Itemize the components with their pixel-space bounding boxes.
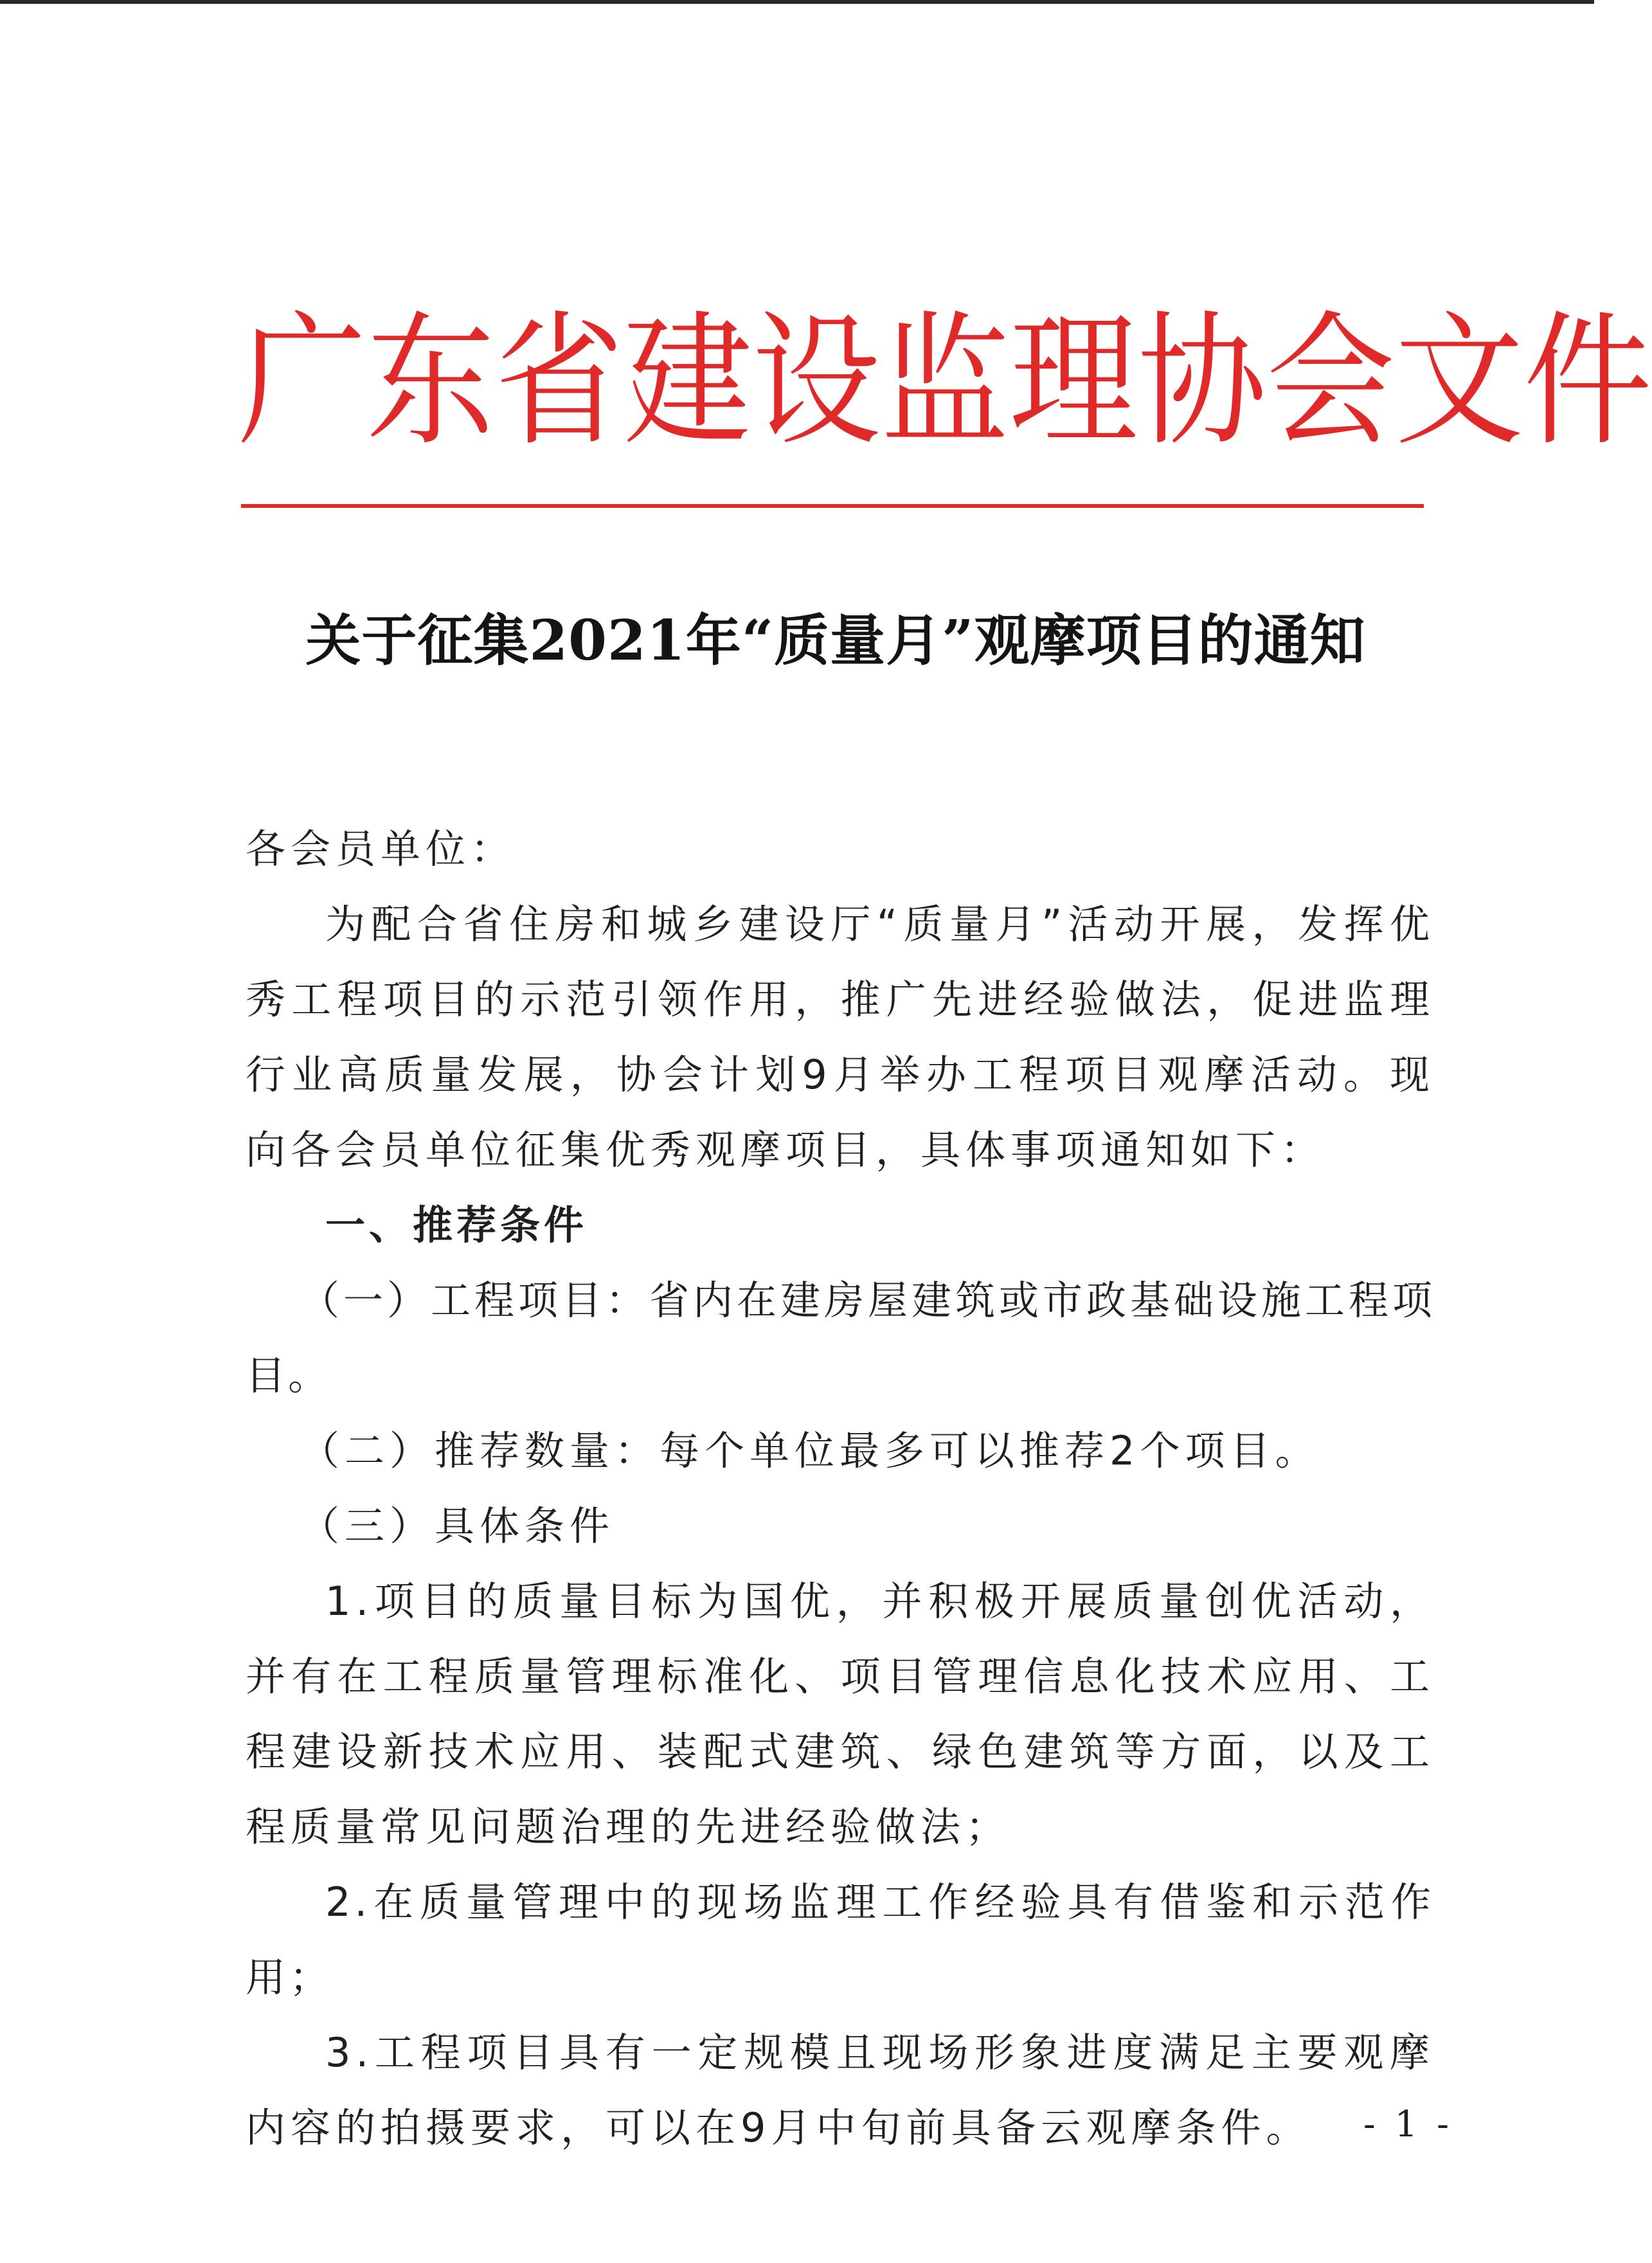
document-body [246,811,1435,2165]
item-recommendation-count: （二）推荐数量：每个单位最多可以推荐2个项目。 [300,1427,1320,1474]
masthead-char: 件 [1523,298,1652,466]
masthead-char: 理 [1009,298,1138,466]
masthead-red-rule [241,504,1424,508]
section-heading-recommendation-conditions: 一、推荐条件 [325,1202,588,1249]
document-title: 关于征集2021年“质量月”观摩项目的通知 [305,608,1366,673]
condition-3: 3.工程项目具有一定规模且现场形象进度满足主要观摩内容的拍摄要求，可以在9月中旬前具备云观摩条件。 [246,2029,1435,2151]
masthead-char: 监 [881,298,1010,466]
masthead-char: 协 [1138,298,1267,466]
condition-1: 1.项目的质量目标为国优，并积极开展质量创优活动，并有在工程质量管理标准化、项目管理信息化技术应用、工程建设新技术应用、装配式建筑、绿色建筑等方面，以及工程质量常见问题治理的先进经验做法； [246,1578,1435,1850]
condition-2: 2.在质量管理中的现场监理工作经验具有借鉴和示范作用； [246,1879,1435,2001]
item-project-scope: （一）工程项目：省内在建房屋建筑或市政基础设施工程项目。 [246,1277,1435,1399]
masthead-title [238,296,1652,469]
masthead-char: 广 [238,298,367,466]
masthead-char: 省 [495,298,624,466]
scan-top-edge [0,0,1594,4]
intro-paragraph: 为配合省住房和城乡建设厅“质量月”活动开展，发挥优秀工程项目的示范引领作用，推广先进经验做法，促进监理行业高质量发展，协会计划9月举办工程项目观摩活动。现向各会员单位征集优秀观摩项目，具体事项通知如下： [246,901,1435,1173]
page-number: - 1 - [1363,2104,1453,2145]
masthead-char: 东 [366,298,496,466]
item-specific-conditions: （三）具体条件 [300,1502,615,1549]
masthead-char: 文 [1395,298,1524,466]
masthead-char: 会 [1266,298,1396,466]
masthead-char: 建 [624,298,753,466]
masthead-char: 设 [752,298,881,466]
salutation: 各会员单位： [246,825,516,872]
